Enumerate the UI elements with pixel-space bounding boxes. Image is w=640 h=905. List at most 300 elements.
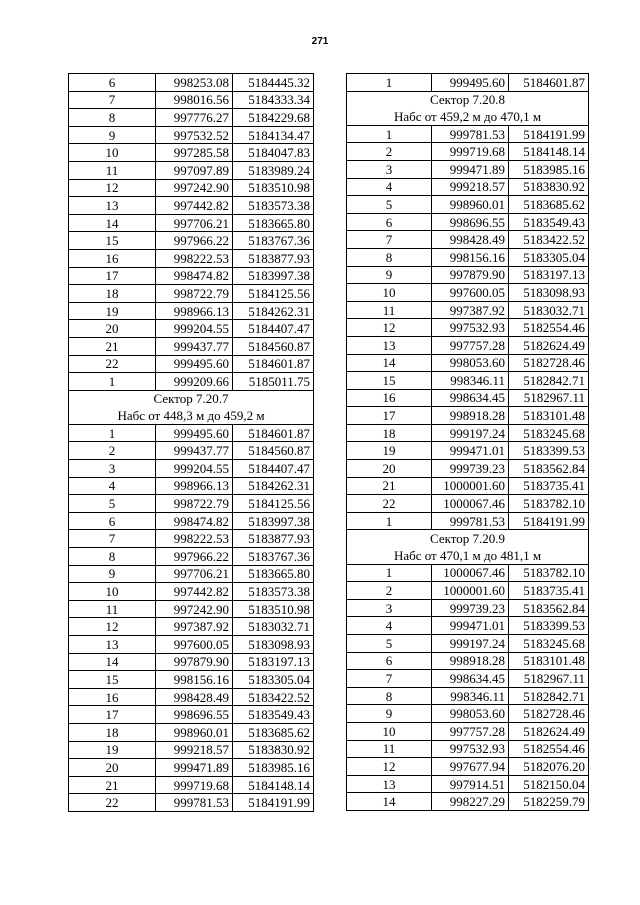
sector-title: Сектор 7.20.9 [347, 530, 589, 547]
sector-range: Набс от 448,3 м до 459,2 м [69, 407, 314, 424]
table-row [69, 197, 314, 215]
x-coordinate-cell: 999218.57 [432, 178, 509, 196]
point-number-cell: 9 [69, 126, 156, 144]
point-number-cell: 16 [69, 249, 156, 267]
table-row [69, 373, 314, 391]
x-coordinate-cell: 998227.29 [432, 793, 509, 811]
table-row [69, 337, 314, 355]
sector-range-row [347, 547, 589, 564]
table-row [69, 214, 314, 232]
table-row [347, 389, 589, 407]
point-number-cell: 20 [69, 320, 156, 338]
table-row [69, 267, 314, 285]
y-coordinate-cell: 5183562.84 [509, 599, 589, 617]
x-coordinate-cell: 999197.24 [432, 635, 509, 653]
x-coordinate-cell: 998918.28 [432, 652, 509, 670]
y-coordinate-cell: 5183685.62 [233, 723, 314, 741]
table-row [347, 564, 589, 582]
sector-title: Сектор 7.20.7 [69, 390, 314, 407]
x-coordinate-cell: 997966.22 [156, 232, 233, 250]
x-coordinate-cell: 999209.66 [156, 373, 233, 391]
x-coordinate-cell: 999218.57 [156, 741, 233, 759]
point-number-cell: 8 [69, 548, 156, 566]
point-number-cell: 13 [69, 197, 156, 215]
table-row [347, 231, 589, 249]
table-row [69, 460, 314, 478]
table-row [347, 372, 589, 390]
x-coordinate-cell: 999204.55 [156, 460, 233, 478]
x-coordinate-cell: 997387.92 [432, 301, 509, 319]
point-number-cell: 22 [347, 495, 432, 513]
sector-range: Набс от 470,1 м до 481,1 м [347, 547, 589, 564]
point-number-cell: 6 [69, 512, 156, 530]
table-row [69, 126, 314, 144]
table-row [347, 617, 589, 635]
point-number-cell: 11 [347, 740, 432, 758]
point-number-cell: 15 [69, 671, 156, 689]
y-coordinate-cell: 5183573.38 [233, 583, 314, 601]
x-coordinate-cell: 998966.13 [156, 302, 233, 320]
sector-range-row [69, 407, 314, 424]
point-number-cell: 6 [347, 652, 432, 670]
table-row [347, 160, 589, 178]
point-number-cell: 7 [347, 231, 432, 249]
y-coordinate-cell: 5184560.87 [233, 442, 314, 460]
x-coordinate-cell: 999437.77 [156, 442, 233, 460]
point-number-cell: 4 [69, 477, 156, 495]
point-number-cell: 11 [347, 301, 432, 319]
table-row [347, 775, 589, 793]
x-coordinate-cell: 999495.60 [156, 424, 233, 442]
table-row [69, 618, 314, 636]
table-row [347, 477, 589, 495]
x-coordinate-cell: 999197.24 [432, 424, 509, 442]
y-coordinate-cell: 5182728.46 [509, 354, 589, 372]
table-row [347, 424, 589, 442]
y-coordinate-cell: 5183101.48 [509, 652, 589, 670]
x-coordinate-cell: 999781.53 [432, 125, 509, 143]
x-coordinate-cell: 997532.93 [432, 740, 509, 758]
y-coordinate-cell: 5182150.04 [509, 775, 589, 793]
y-coordinate-cell: 5183665.80 [233, 565, 314, 583]
x-coordinate-cell: 998053.60 [432, 354, 509, 372]
table-row [69, 249, 314, 267]
x-coordinate-cell: 998016.56 [156, 91, 233, 109]
x-coordinate-cell: 998634.45 [432, 389, 509, 407]
y-coordinate-cell: 5183549.43 [509, 213, 589, 231]
point-number-cell: 18 [69, 285, 156, 303]
y-coordinate-cell: 5183510.98 [233, 600, 314, 618]
point-number-cell: 8 [347, 248, 432, 266]
y-coordinate-cell: 5184407.47 [233, 320, 314, 338]
x-coordinate-cell: 998428.49 [156, 688, 233, 706]
x-coordinate-cell: 999719.68 [432, 143, 509, 161]
point-number-cell: 4 [347, 178, 432, 196]
point-number-cell: 2 [347, 582, 432, 600]
point-number-cell: 6 [69, 74, 156, 92]
table-row [347, 599, 589, 617]
y-coordinate-cell: 5183510.98 [233, 179, 314, 197]
point-number-cell: 12 [69, 179, 156, 197]
table-row [347, 74, 589, 92]
table-row [69, 759, 314, 777]
x-coordinate-cell: 997097.89 [156, 161, 233, 179]
x-coordinate-cell: 998722.79 [156, 285, 233, 303]
y-coordinate-cell: 5183422.52 [233, 688, 314, 706]
point-number-cell: 20 [69, 759, 156, 777]
table-row [69, 144, 314, 162]
y-coordinate-cell: 5183782.10 [509, 564, 589, 582]
table-row [69, 583, 314, 601]
x-coordinate-cell: 997532.93 [432, 319, 509, 337]
y-coordinate-cell: 5183985.16 [509, 160, 589, 178]
y-coordinate-cell: 5183830.92 [509, 178, 589, 196]
point-number-cell: 19 [69, 741, 156, 759]
x-coordinate-cell: 998253.08 [156, 74, 233, 92]
y-coordinate-cell: 5183305.04 [233, 671, 314, 689]
point-number-cell: 11 [69, 161, 156, 179]
y-coordinate-cell: 5182554.46 [509, 740, 589, 758]
x-coordinate-cell: 998222.53 [156, 530, 233, 548]
table-row [69, 512, 314, 530]
x-coordinate-cell: 999437.77 [156, 337, 233, 355]
y-coordinate-cell: 5183985.16 [233, 759, 314, 777]
table-row [347, 740, 589, 758]
table-row [347, 125, 589, 143]
point-number-cell: 5 [347, 635, 432, 653]
x-coordinate-cell: 997757.28 [432, 722, 509, 740]
y-coordinate-cell: 5183573.38 [233, 197, 314, 215]
point-number-cell: 12 [69, 618, 156, 636]
table-row [69, 161, 314, 179]
point-number-cell: 1 [347, 74, 432, 92]
y-coordinate-cell: 5183767.36 [233, 548, 314, 566]
point-number-cell: 18 [347, 424, 432, 442]
y-coordinate-cell: 5184229.68 [233, 109, 314, 127]
x-coordinate-cell: 997285.58 [156, 144, 233, 162]
y-coordinate-cell: 5183665.80 [233, 214, 314, 232]
y-coordinate-cell: 5183197.13 [233, 653, 314, 671]
sector-range: Набс от 459,2 м до 470,1 м [347, 108, 589, 125]
y-coordinate-cell: 5183032.71 [509, 301, 589, 319]
point-number-cell: 3 [347, 599, 432, 617]
table-row [347, 635, 589, 653]
point-number-cell: 10 [69, 583, 156, 601]
point-number-cell: 12 [347, 319, 432, 337]
y-coordinate-cell: 5183735.41 [509, 477, 589, 495]
table-row [69, 442, 314, 460]
table-row [69, 424, 314, 442]
x-coordinate-cell: 999471.01 [432, 617, 509, 635]
x-coordinate-cell: 998053.60 [432, 705, 509, 723]
y-coordinate-cell: 5183422.52 [509, 231, 589, 249]
point-number-cell: 13 [69, 636, 156, 654]
sector-range-row [347, 108, 589, 125]
x-coordinate-cell: 1000001.60 [432, 582, 509, 600]
table-row [69, 91, 314, 109]
y-coordinate-cell: 5183245.68 [509, 424, 589, 442]
x-coordinate-cell: 998696.55 [156, 706, 233, 724]
point-number-cell: 21 [69, 337, 156, 355]
x-coordinate-cell: 997387.92 [156, 618, 233, 636]
x-coordinate-cell: 997706.21 [156, 565, 233, 583]
table-row [69, 232, 314, 250]
table-row [69, 355, 314, 373]
sector-title-row [347, 91, 589, 108]
y-coordinate-cell: 5183098.93 [509, 284, 589, 302]
point-number-cell: 7 [69, 91, 156, 109]
x-coordinate-cell: 999471.89 [156, 759, 233, 777]
x-coordinate-cell: 999719.68 [156, 776, 233, 794]
table-row [347, 652, 589, 670]
point-number-cell: 11 [69, 600, 156, 618]
table-row [69, 495, 314, 513]
point-number-cell: 20 [347, 460, 432, 478]
table-row [347, 495, 589, 513]
table-row [347, 460, 589, 478]
y-coordinate-cell: 5184262.31 [233, 477, 314, 495]
point-number-cell: 13 [347, 775, 432, 793]
table-row [347, 512, 589, 530]
table-row [69, 723, 314, 741]
point-number-cell: 14 [69, 653, 156, 671]
table-row [69, 565, 314, 583]
point-number-cell: 8 [347, 687, 432, 705]
y-coordinate-cell: 5184191.99 [233, 794, 314, 812]
point-number-cell: 2 [69, 442, 156, 460]
point-number-cell: 10 [347, 722, 432, 740]
table-row [69, 688, 314, 706]
point-number-cell: 1 [69, 424, 156, 442]
x-coordinate-cell: 998696.55 [432, 213, 509, 231]
table-row [347, 354, 589, 372]
y-coordinate-cell: 5184601.87 [233, 424, 314, 442]
x-coordinate-cell: 998428.49 [432, 231, 509, 249]
x-coordinate-cell: 997757.28 [432, 336, 509, 354]
y-coordinate-cell: 5183562.84 [509, 460, 589, 478]
point-number-cell: 2 [347, 143, 432, 161]
table-row [69, 74, 314, 92]
y-coordinate-cell: 5183877.93 [233, 249, 314, 267]
y-coordinate-cell: 5183399.53 [509, 617, 589, 635]
y-coordinate-cell: 5184407.47 [233, 460, 314, 478]
table-row [347, 722, 589, 740]
x-coordinate-cell: 997242.90 [156, 179, 233, 197]
point-number-cell: 21 [347, 477, 432, 495]
y-coordinate-cell: 5183782.10 [509, 495, 589, 513]
x-coordinate-cell: 997677.94 [432, 758, 509, 776]
table-row [69, 320, 314, 338]
point-number-cell: 7 [69, 530, 156, 548]
table-row [69, 671, 314, 689]
y-coordinate-cell: 5184601.87 [233, 355, 314, 373]
x-coordinate-cell: 1000001.60 [432, 477, 509, 495]
x-coordinate-cell: 998634.45 [432, 670, 509, 688]
x-coordinate-cell: 998346.11 [432, 372, 509, 390]
y-coordinate-cell: 5183032.71 [233, 618, 314, 636]
x-coordinate-cell: 998960.01 [432, 196, 509, 214]
table-row [69, 109, 314, 127]
point-number-cell: 1 [347, 564, 432, 582]
y-coordinate-cell: 5184191.99 [509, 512, 589, 530]
table-row [347, 178, 589, 196]
table-row [69, 179, 314, 197]
y-coordinate-cell: 5184134.47 [233, 126, 314, 144]
y-coordinate-cell: 5184148.14 [233, 776, 314, 794]
x-coordinate-cell: 998156.16 [156, 671, 233, 689]
point-number-cell: 14 [69, 214, 156, 232]
y-coordinate-cell: 5182554.46 [509, 319, 589, 337]
y-coordinate-cell: 5182967.11 [509, 389, 589, 407]
point-number-cell: 4 [347, 617, 432, 635]
table-row [69, 477, 314, 495]
table-row [69, 600, 314, 618]
point-number-cell: 9 [69, 565, 156, 583]
point-number-cell: 8 [69, 109, 156, 127]
y-coordinate-cell: 5184047.83 [233, 144, 314, 162]
table-row [347, 266, 589, 284]
y-coordinate-cell: 5183735.41 [509, 582, 589, 600]
y-coordinate-cell: 5182728.46 [509, 705, 589, 723]
x-coordinate-cell: 999739.23 [432, 460, 509, 478]
table-row [69, 794, 314, 812]
page-number: 271 [311, 36, 329, 47]
table-row [347, 705, 589, 723]
x-coordinate-cell: 999495.60 [156, 355, 233, 373]
table-row [347, 670, 589, 688]
table-row [69, 636, 314, 654]
right-coordinates-table [346, 73, 589, 811]
x-coordinate-cell: 999204.55 [156, 320, 233, 338]
y-coordinate-cell: 5183305.04 [509, 248, 589, 266]
point-number-cell: 1 [347, 125, 432, 143]
y-coordinate-cell: 5182624.49 [509, 336, 589, 354]
point-number-cell: 10 [69, 144, 156, 162]
x-coordinate-cell: 997914.51 [432, 775, 509, 793]
y-coordinate-cell: 5183549.43 [233, 706, 314, 724]
point-number-cell: 14 [347, 354, 432, 372]
y-coordinate-cell: 5184125.56 [233, 285, 314, 303]
x-coordinate-cell: 997879.90 [432, 266, 509, 284]
point-number-cell: 9 [347, 266, 432, 284]
table-row [69, 548, 314, 566]
x-coordinate-cell: 998722.79 [156, 495, 233, 513]
point-number-cell: 22 [69, 355, 156, 373]
x-coordinate-cell: 999781.53 [156, 794, 233, 812]
left-coordinates-table [68, 73, 314, 812]
table-row [347, 582, 589, 600]
table-row [69, 706, 314, 724]
y-coordinate-cell: 5184191.99 [509, 125, 589, 143]
point-number-cell: 12 [347, 758, 432, 776]
x-coordinate-cell: 997966.22 [156, 548, 233, 566]
x-coordinate-cell: 998156.16 [432, 248, 509, 266]
point-number-cell: 22 [69, 794, 156, 812]
sector-title-row [347, 530, 589, 547]
y-coordinate-cell: 5185011.75 [233, 373, 314, 391]
point-number-cell: 7 [347, 670, 432, 688]
x-coordinate-cell: 999471.01 [432, 442, 509, 460]
x-coordinate-cell: 997532.52 [156, 126, 233, 144]
x-coordinate-cell: 997776.27 [156, 109, 233, 127]
point-number-cell: 19 [347, 442, 432, 460]
x-coordinate-cell: 997442.82 [156, 197, 233, 215]
y-coordinate-cell: 5184333.34 [233, 91, 314, 109]
y-coordinate-cell: 5183997.38 [233, 267, 314, 285]
y-coordinate-cell: 5183989.24 [233, 161, 314, 179]
point-number-cell: 3 [69, 460, 156, 478]
table-row [69, 530, 314, 548]
y-coordinate-cell: 5183830.92 [233, 741, 314, 759]
x-coordinate-cell: 998222.53 [156, 249, 233, 267]
table-row [347, 319, 589, 337]
point-number-cell: 9 [347, 705, 432, 723]
y-coordinate-cell: 5183877.93 [233, 530, 314, 548]
table-row [347, 301, 589, 319]
table-row [347, 442, 589, 460]
sector-title: Сектор 7.20.8 [347, 91, 589, 108]
point-number-cell: 17 [69, 706, 156, 724]
table-row [347, 336, 589, 354]
y-coordinate-cell: 5183399.53 [509, 442, 589, 460]
point-number-cell: 3 [347, 160, 432, 178]
table-row [347, 248, 589, 266]
point-number-cell: 17 [347, 407, 432, 425]
x-coordinate-cell: 999495.60 [432, 74, 509, 92]
table-row [69, 302, 314, 320]
point-number-cell: 21 [69, 776, 156, 794]
x-coordinate-cell: 997706.21 [156, 214, 233, 232]
point-number-cell: 1 [347, 512, 432, 530]
x-coordinate-cell: 999471.89 [432, 160, 509, 178]
x-coordinate-cell: 998966.13 [156, 477, 233, 495]
x-coordinate-cell: 997879.90 [156, 653, 233, 671]
y-coordinate-cell: 5183767.36 [233, 232, 314, 250]
table-row [347, 143, 589, 161]
x-coordinate-cell: 997600.05 [156, 636, 233, 654]
y-coordinate-cell: 5183997.38 [233, 512, 314, 530]
point-number-cell: 13 [347, 336, 432, 354]
table-row [69, 653, 314, 671]
x-coordinate-cell: 998346.11 [432, 687, 509, 705]
point-number-cell: 19 [69, 302, 156, 320]
x-coordinate-cell: 998960.01 [156, 723, 233, 741]
x-coordinate-cell: 999781.53 [432, 512, 509, 530]
point-number-cell: 16 [69, 688, 156, 706]
y-coordinate-cell: 5182842.71 [509, 372, 589, 390]
table-row [347, 407, 589, 425]
table-row [69, 285, 314, 303]
y-coordinate-cell: 5184445.32 [233, 74, 314, 92]
x-coordinate-cell: 997242.90 [156, 600, 233, 618]
sector-title-row [69, 390, 314, 407]
x-coordinate-cell: 1000067.46 [432, 495, 509, 513]
point-number-cell: 5 [347, 196, 432, 214]
point-number-cell: 6 [347, 213, 432, 231]
point-number-cell: 14 [347, 793, 432, 811]
table-row [69, 776, 314, 794]
point-number-cell: 17 [69, 267, 156, 285]
y-coordinate-cell: 5182076.20 [509, 758, 589, 776]
x-coordinate-cell: 999739.23 [432, 599, 509, 617]
table-row [347, 284, 589, 302]
x-coordinate-cell: 998918.28 [432, 407, 509, 425]
x-coordinate-cell: 998474.82 [156, 267, 233, 285]
y-coordinate-cell: 5182259.79 [509, 793, 589, 811]
y-coordinate-cell: 5183101.48 [509, 407, 589, 425]
y-coordinate-cell: 5182967.11 [509, 670, 589, 688]
point-number-cell: 1 [69, 373, 156, 391]
